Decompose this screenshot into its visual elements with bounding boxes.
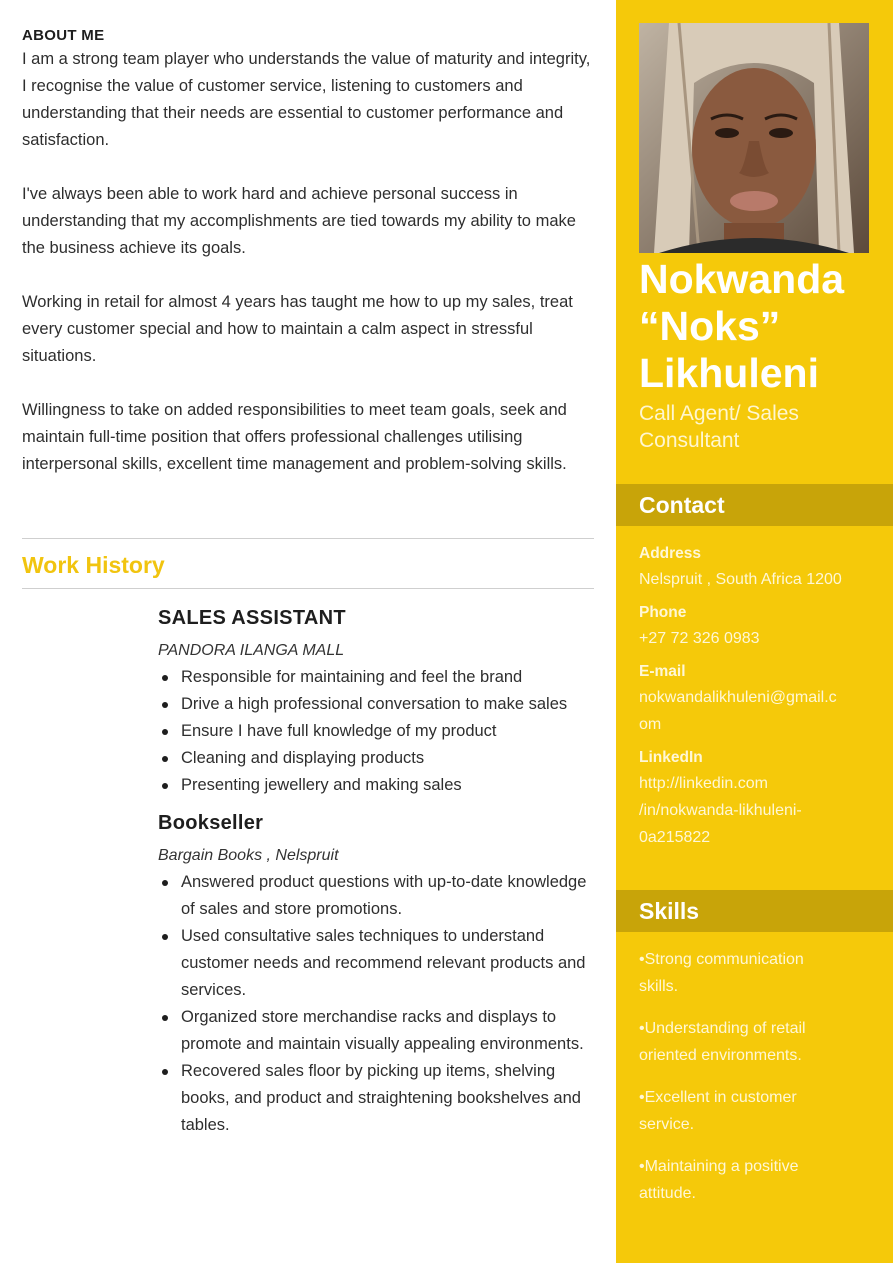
duty-text: Organized store merchandise racks and displays to promote and maintain visually appealing environments. <box>181 1008 584 1053</box>
email-value-line: om <box>639 716 662 733</box>
duty-item <box>158 1058 598 1139</box>
linkedin-value-line: 0a215822 <box>639 829 711 846</box>
linkedin-value-line: http://linkedin.com <box>639 775 768 792</box>
duty-text: Answered product questions with up-to-date knowledge of sales and store promotions. <box>181 873 587 918</box>
job-title: SALES ASSISTANT <box>158 607 346 629</box>
phone-label: Phone <box>639 604 687 621</box>
role-line: Call Agent/ Sales <box>639 402 799 425</box>
email-value-line: nokwandalikhuleni@gmail.c <box>639 689 837 706</box>
about-paragraph-2: I've always been able to work hard and achieve personal success in understanding that my accomplishments are tied towards my ability to make the business achieve its goals. <box>22 185 576 257</box>
job-employer: PANDORA ILANGA MALL <box>158 642 345 659</box>
job-duties <box>158 869 598 1139</box>
duty-text: Used consultative sales techniques to understand customer needs and recommend relevant products and services. <box>181 927 586 999</box>
sidebar <box>616 0 893 1263</box>
about-paragraph-4: Willingness to take on added responsibilities to meet team goals, seek and maintain full-time position that offers professional challenges utilising interpersonal skills, excellent time management and problem-solving skills. <box>22 401 567 473</box>
about-paragraph-1: I am a strong team player who understands the value of maturity and integrity, I recognise the value of customer service, listening to customers and understanding that their needs are essential to customer performance and satisfaction. <box>22 50 591 149</box>
skill-line: oriented environments. <box>639 1047 802 1064</box>
duty-item <box>158 1004 598 1058</box>
portrait-icon <box>639 23 869 253</box>
jobs-list <box>158 604 598 1139</box>
skill-item <box>639 946 879 1000</box>
skill-item <box>639 1153 879 1207</box>
linkedin-label: LinkedIn <box>639 749 703 766</box>
duty-text: Presenting jewellery and making sales <box>181 776 462 794</box>
bullet-icon <box>162 756 168 762</box>
work-history-heading: Work History <box>22 552 165 578</box>
duty-text: Drive a high professional conversation to make sales <box>181 695 568 713</box>
email-label: E-mail <box>639 663 686 680</box>
skill-line: service. <box>639 1116 695 1133</box>
contact-linkedin <box>639 746 884 851</box>
skill-line: •Excellent in customer <box>639 1089 797 1106</box>
bullet-icon <box>162 783 168 789</box>
work-history-header <box>22 538 594 589</box>
bullet-icon <box>162 880 168 886</box>
skill-line: •Maintaining a positive <box>639 1158 799 1175</box>
about-section <box>22 26 594 478</box>
skill-item <box>639 1084 879 1138</box>
name-line: “Noks” <box>639 303 781 349</box>
address-value: Nelspruit , South Africa 1200 <box>639 571 842 588</box>
skill-line: skills. <box>639 978 679 995</box>
skills-section <box>639 946 879 1222</box>
contact-header-bar <box>616 484 893 526</box>
skill-line: attitude. <box>639 1185 696 1202</box>
job-entry <box>158 604 598 799</box>
contact-section <box>639 542 884 859</box>
bullet-icon <box>162 934 168 940</box>
contact-phone <box>639 601 884 652</box>
linkedin-value-line: /in/nokwanda-likhuleni- <box>639 802 802 819</box>
role-line: Consultant <box>639 429 740 452</box>
duty-item <box>158 691 598 718</box>
address-label: Address <box>639 545 702 562</box>
duty-text: Recovered sales floor by picking up items, shelving books, and product and straightening bookshelves and tables. <box>181 1062 581 1134</box>
duty-text: Responsible for maintaining and feel the brand <box>181 668 523 686</box>
bullet-icon <box>162 675 168 681</box>
duty-text: Cleaning and displaying products <box>181 749 425 767</box>
bullet-icon <box>162 1015 168 1021</box>
duty-item <box>158 664 598 691</box>
duty-item <box>158 718 598 745</box>
phone-value: +27 72 326 0983 <box>639 630 760 647</box>
bullet-icon <box>162 1069 168 1075</box>
job-employer: Bargain Books , Nelspruit <box>158 847 339 864</box>
duty-item <box>158 923 598 1004</box>
contact-heading: Contact <box>639 492 725 518</box>
skill-item <box>639 1015 879 1069</box>
duty-item <box>158 745 598 772</box>
contact-email <box>639 660 884 738</box>
job-entry <box>158 809 598 1139</box>
about-paragraph-3: Working in retail for almost 4 years has taught me how to up my sales, treat every customer special and how to maintain a calm aspect in stressful situations. <box>22 293 573 365</box>
job-duties <box>158 664 598 799</box>
about-heading: ABOUT ME <box>22 27 105 44</box>
name-line: Nokwanda <box>639 256 845 302</box>
candidate-role <box>639 400 879 454</box>
profile-photo <box>639 23 869 253</box>
candidate-name <box>639 256 889 397</box>
skill-line: •Understanding of retail <box>639 1020 806 1037</box>
duty-text: Ensure I have full knowledge of my product <box>181 722 497 740</box>
duty-item <box>158 772 598 799</box>
duty-item <box>158 869 598 923</box>
job-title: Bookseller <box>158 812 264 834</box>
contact-address <box>639 542 884 593</box>
skill-line: •Strong communication <box>639 951 804 968</box>
name-line: Likhuleni <box>639 350 819 396</box>
skills-header-bar <box>616 890 893 932</box>
skills-heading: Skills <box>639 898 700 924</box>
bullet-icon <box>162 702 168 708</box>
divider-bottom <box>22 588 594 589</box>
bullet-icon <box>162 729 168 735</box>
